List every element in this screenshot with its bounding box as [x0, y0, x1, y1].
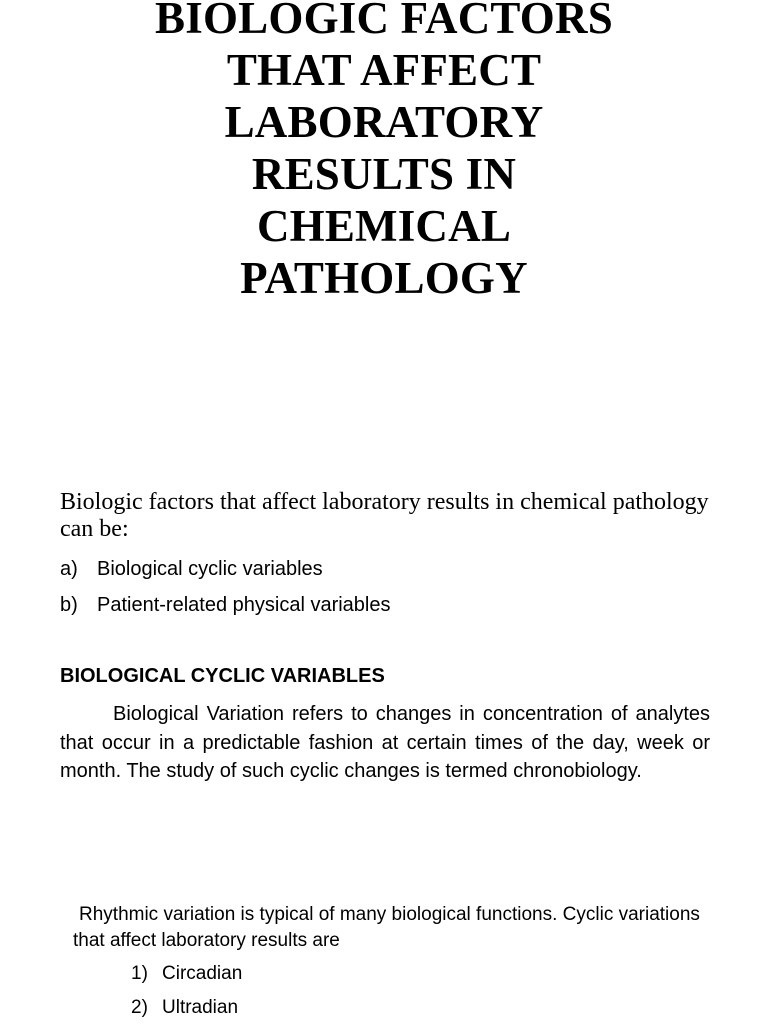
list-item-text: Circadian — [162, 963, 243, 984]
title-line: CHEMICAL — [256, 201, 512, 251]
intro-paragraph: Biologic factors that affect laboratory results in chemical pathology can be: — [60, 489, 709, 542]
list-item-text: Biological cyclic variables — [97, 558, 323, 580]
list-marker: 1) — [131, 963, 148, 984]
list-marker: b) — [60, 594, 78, 616]
page-title — [84, 0, 684, 304]
title-line: RESULTS IN — [251, 149, 517, 199]
title-line: PATHOLOGY — [240, 253, 528, 303]
title-line: LABORATORY — [224, 97, 544, 147]
section-heading: BIOLOGICAL CYCLIC VARIABLES — [60, 665, 385, 687]
rhythmic-paragraph: Rhythmic variation is typical of many biological functions. Cyclic variations that affect laboratory results are — [73, 904, 700, 951]
list-marker: a) — [60, 558, 78, 580]
category-list-item — [60, 593, 391, 617]
cyclic-list-item — [131, 996, 238, 1020]
cyclic-list-item — [131, 962, 242, 986]
list-item-text: Patient-related physical variables — [97, 594, 391, 616]
title-line: THAT AFFECT — [226, 45, 542, 95]
title-line: BIOLOGIC FACTORS — [155, 0, 613, 43]
section-paragraph: Biological Variation refers to changes in concentration of analytes that occur in a predictable fashion at certain times of the day, week or month. The study of such cyclic changes is termed chronobiology. — [60, 703, 710, 782]
list-item-text: Ultradian — [162, 997, 239, 1018]
list-marker: 2) — [131, 997, 148, 1018]
category-list-item — [60, 557, 323, 581]
